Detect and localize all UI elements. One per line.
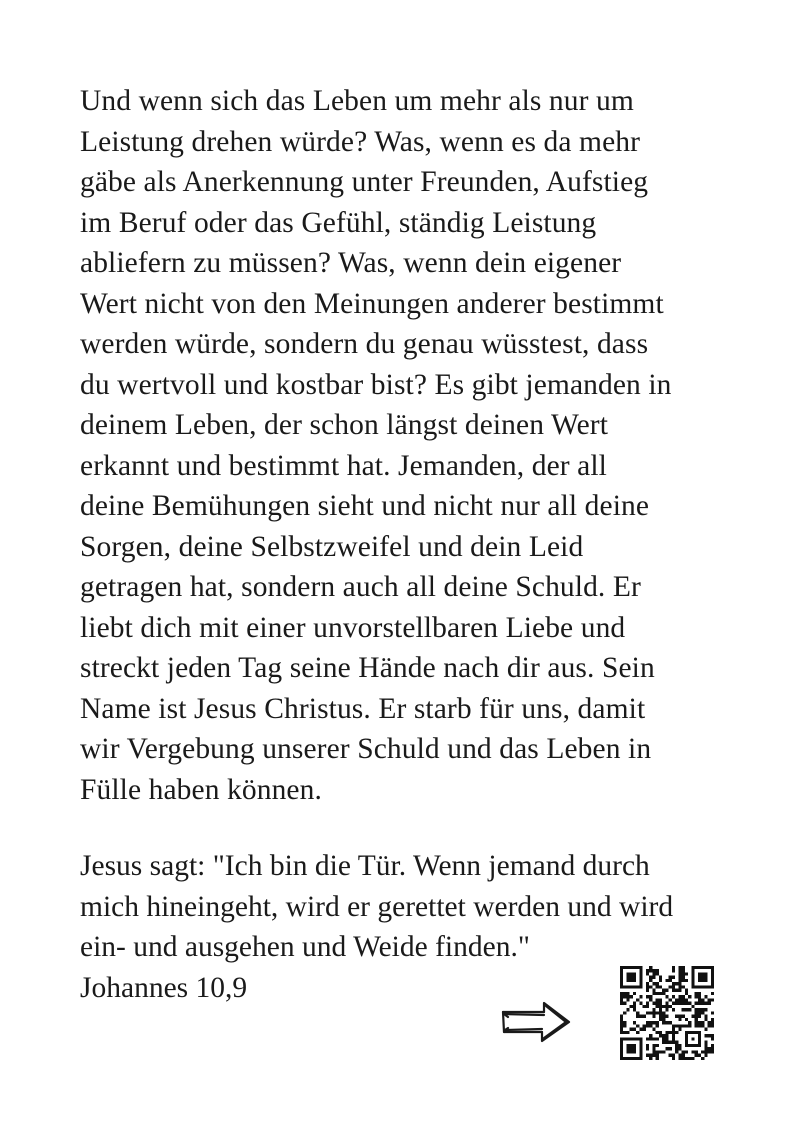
body-line: Leistung drehen würde? Was, wenn es da mehr [80,125,641,158]
body-line: Wert nicht von den Meinungen anderer bestimmt [80,287,664,320]
body-line: streckt jeden Tag seine Hände nach dir aus. Sein [80,652,655,684]
qr-code[interactable] [619,966,715,1060]
quote-line: mich hineingeht, wird er gerettet werden und wird [80,890,674,923]
quote-line: Jesus sagt: "Ich bin die Tür. Wenn jemand durch [80,850,650,882]
body-line: werden würde, sondern du genau wüsstest, dass [80,328,649,360]
body-line: liebt dich mit einer unvorstellbaren Liebe und [80,611,626,644]
body-line: im Beruf oder das Gefühl, ständig Leistung [80,206,597,239]
body-line: abliefern zu müssen? Was, wenn dein eigener [80,247,622,279]
right-arrow-icon [500,995,572,1043]
body-line: Sorgen, deine Selbstzweifel und dein Leid [80,530,584,563]
body-line: Fülle haben können. [80,773,322,806]
body-paragraph [80,81,740,810]
body-line: Name ist Jesus Christus. Er starb für uns, damit [80,692,646,725]
body-line: deine Bemühungen sieht und nicht nur all deine [80,490,650,522]
body-line: getragen hat, sondern auch all deine Schuld. Er [80,571,641,603]
quote-reference: Johannes 10,9 [80,971,248,1004]
body-line: gäbe als Anerkennung unter Freunden, Aufstieg [80,166,649,198]
body-line: deinem Leben, der schon längst deinen Wert [80,409,609,441]
quote-line: ein- und ausgehen und Weide finden." [80,931,530,963]
body-line: Und wenn sich das Leben um mehr als nur um [80,85,634,117]
body-line: du wertvoll und kostbar bist? Es gibt jemanden in [80,368,672,401]
body-line: wir Vergebung unserer Schuld und das Leben in [80,733,652,765]
body-line: erkannt und bestimmt hat. Jemanden, der all [80,449,607,482]
